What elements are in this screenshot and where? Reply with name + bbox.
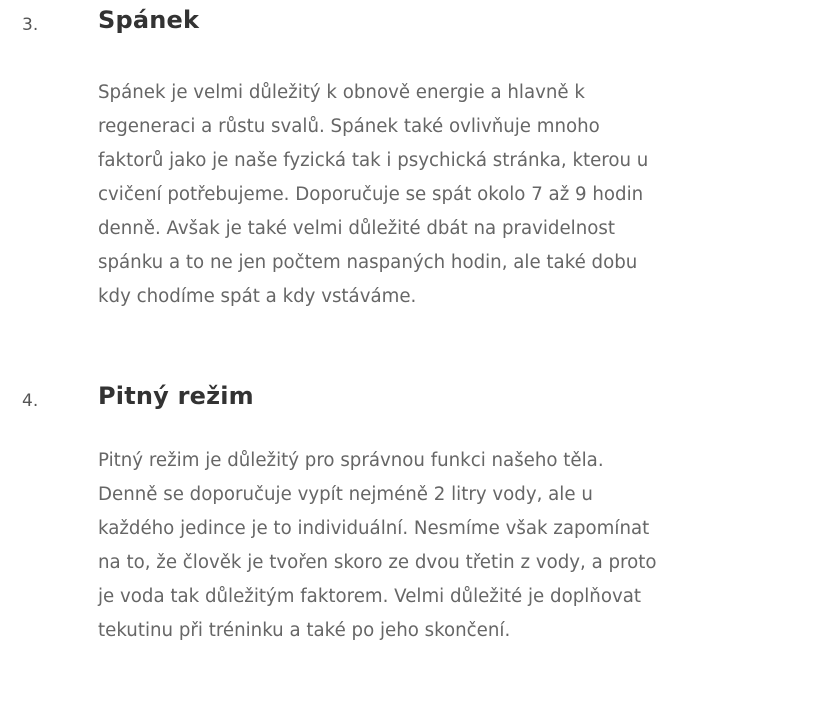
section-spanek (0, 6, 815, 307)
paragraph-line: faktorů jako je naše fyzická tak i psychická stránka, kterou u (98, 150, 649, 171)
paragraph-line: spánku a to ne jen počtem naspaných hodin, ale také dobu (98, 252, 638, 273)
section-heading (0, 6, 815, 46)
section-pitny-rezim (0, 382, 815, 641)
section-title: Pitný režim (98, 382, 254, 410)
paragraph-line: Spánek je velmi důležitý k obnově energie a hlavně k (98, 82, 585, 103)
paragraph-line: denně. Avšak je také velmi důležité dbát na pravidelnost (98, 218, 615, 239)
section-heading (0, 382, 815, 422)
paragraph-line: na to, že člověk je tvořen skoro ze dvou třetin z vody, a proto (98, 552, 657, 573)
paragraph-line: každého jedince je to individuální. Nesmíme však zapomínat (98, 518, 650, 539)
section-number: 4. (22, 391, 39, 411)
paragraph-line: kdy chodíme spát a kdy vstáváme. (98, 286, 417, 307)
section-number: 3. (22, 15, 39, 35)
paragraph-line: Denně se doporučuje vypít nejméně 2 litry vody, ale u (98, 484, 593, 505)
section-paragraph (98, 444, 798, 648)
paragraph-line: tekutinu při tréninku a také po jeho skončení. (98, 620, 511, 641)
section-title: Spánek (98, 6, 200, 34)
paragraph-line: Pitný režim je důležitý pro správnou funkci našeho těla. (98, 450, 604, 471)
paragraph-line: je voda tak důležitým faktorem. Velmi důležité je doplňovat (98, 586, 641, 607)
section-paragraph (98, 76, 798, 314)
paragraph-line: regeneraci a růstu svalů. Spánek také ovlivňuje mnoho (98, 116, 600, 137)
paragraph-line: cvičení potřebujeme. Doporučuje se spát okolo 7 až 9 hodin (98, 184, 644, 205)
